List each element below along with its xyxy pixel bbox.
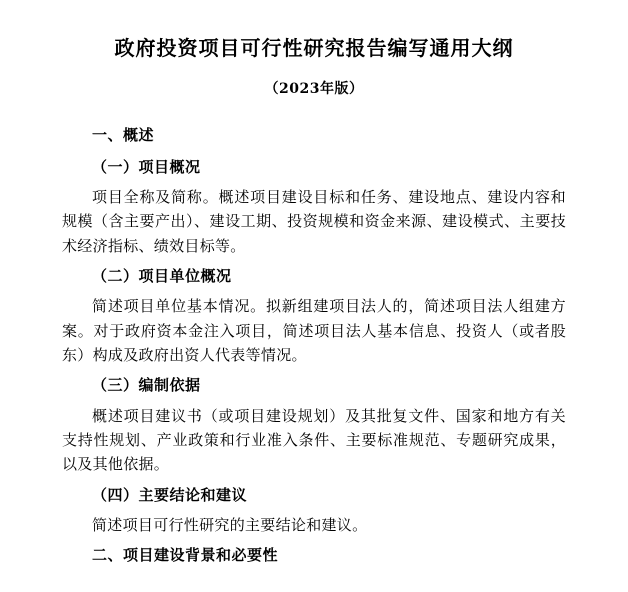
page-title: 政府投资项目可行性研究报告编写通用大纲 — [114, 36, 514, 60]
document-body — [62, 124, 566, 567]
page-subtitle: （2023年版） — [264, 81, 364, 97]
paragraph-1-4: 简述项目可行性研究的主要结论和建议。 — [92, 516, 368, 535]
paragraph-1-3: 概述项目建议书（或项目建设规划）及其批复文件、国家和地方有关支持性规划、产业政策和行业准入条件、主要标准规范、专题研究成果，以及其他依据。 — [62, 406, 566, 474]
section-heading-1: 一、概述 — [92, 126, 155, 144]
section-heading-2: 二、项目建设背景和必要性 — [92, 546, 279, 565]
paragraph-1-2: 简述项目单位基本情况。拟新组建项目法人的，简述项目法人组建方案。对于政府资本金注入项目，简述项目法人基本信息、投资人（或者股东）构成及政府出资人代表等情况。 — [62, 297, 566, 364]
subsection-heading-1-4: （四）主要结论和建议 — [92, 485, 248, 504]
subsection-heading-1-1: （一）项目概况 — [92, 157, 201, 176]
subsection-heading-1-3: （三）编制依据 — [92, 376, 201, 395]
subsection-heading-1-2: （二）项目单位概况 — [92, 266, 232, 285]
paragraph-1-1: 项目全称及简称。概述项目建设目标和任务、建设地点、建设内容和规模（含主要产出）、建设工期、投资规模和资金来源、建设模式、主要技术经济指标、绩效目标等。 — [62, 188, 566, 255]
